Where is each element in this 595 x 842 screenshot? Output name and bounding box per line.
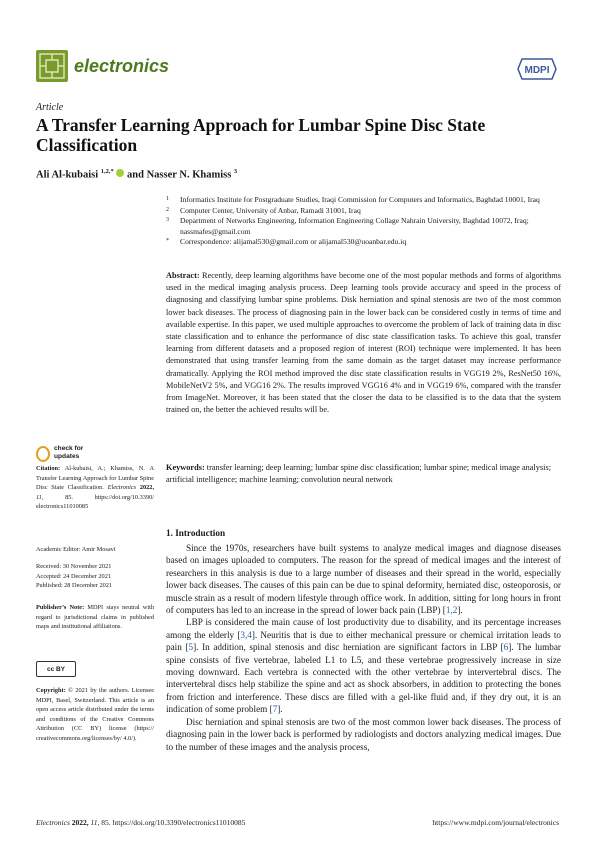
intro-text: Since the 1970s, researchers have built systems to analyze medical images and diagnose diseases based on images uploaded to computers. The reason for the spread of medical images and the interest of researchers in this analysis is due to a large number of diseases and their spread in the world, especially lower back diseases. The causes of this pain can be due to spinal deformity, herniated disc, osteoporosis, or muscle strain as a result of modern lifestyle through office work. In addition, sitting for long hours in front of computers has led to an increase in the spread of lower back pain (LBP) [ xyxy=(166,543,561,616)
received-date: Received: 30 November 2021 xyxy=(36,563,112,570)
intro-paragraph xyxy=(166,616,561,715)
affiliation-item xyxy=(166,216,566,237)
check-line-1: check for xyxy=(54,445,84,452)
reference-link[interactable]: 7 xyxy=(272,704,278,715)
citation-doi[interactable]: 85. https://doi.org/10.3390/ electronics11010085 xyxy=(36,493,154,511)
footer-volume: 11, xyxy=(90,818,100,827)
affiliation-text: Department of Networks Engineering, Information Engineering Collage Nahrain University, Baghdad 10072, Iraq; nassmafes@gmail.com xyxy=(180,216,529,236)
citation-volume: 11, xyxy=(36,493,44,501)
author-affil-sup: 3 xyxy=(233,168,238,175)
intro-text: LBP is considered the main cause of lost productivity due to disability, and its percentage increases among the elderly [ xyxy=(166,617,561,640)
article-type: Article xyxy=(36,102,64,113)
author-separator: and xyxy=(127,169,144,181)
publisher-note xyxy=(36,603,154,632)
affiliation-number: * xyxy=(166,238,169,244)
author-list xyxy=(36,168,237,181)
check-for-updates-icon[interactable] xyxy=(36,446,50,462)
author-name[interactable]: Ali Al-kubaisi xyxy=(36,169,99,181)
reference-link[interactable]: 6 xyxy=(503,642,509,653)
abstract-text: Recently, deep learning algorithms have become one of the most popular methods and forms of algorithms used in the medical imaging analysis process. Deep learning tools provide accuracy and speed in the process of diagnosing and classifying lumbar spine problems. Disk herniation and spinal stenosis are two of the most common lower back diseases. The process of diagnosing pain in the lower back can be considered costly in terms of time and available expertise. In this paper, we used multiple approaches to overcome the problem of lack of training data in disc state classification and to enhance the performance of disc state classification tasks. To achieve this goal, transfer learning from different datasets and a proposed region of interest (ROI) technique were implemented. It has been demonstrated that using transfer learning from the same domain as the target dataset may increase performance dramatically. Applying the ROI method improved the disc state classification results in VGG19 2%, ResNet50 16%, MobileNetV2 5%, and VGG16 2%. The results improved VGG16 4% and in VGG19 6%, compared with the transfer from ImageNet. Moreover, it has been stated that the closer the data to be classified is to the data that the system trained on, the better the achieved results will be. xyxy=(166,271,561,415)
footer-journal: Electronics xyxy=(36,818,70,827)
affiliation-text: Computer Center, University of Anbar, Ramadi 31001, Iraq xyxy=(180,205,361,215)
affiliation-item xyxy=(166,237,566,248)
keywords xyxy=(166,462,561,486)
reference-link[interactable]: 1,2 xyxy=(445,605,458,616)
citation-year: 2022, xyxy=(139,484,155,492)
correspondence-text: Correspondence: alijamal530@gmail.com or alijamal530@uoanbar.edu.iq xyxy=(180,237,407,246)
affiliation-item xyxy=(166,206,566,217)
footer-doi[interactable]: 85. https://doi.org/10.3390/electronics11010085 xyxy=(101,818,246,827)
reference-link[interactable]: 5 xyxy=(188,642,194,653)
copyright-block xyxy=(36,686,154,744)
published-date: Published: 28 December 2021 xyxy=(36,582,113,590)
publication-dates xyxy=(36,562,154,591)
cc-by-license-icon[interactable]: cc BY xyxy=(36,661,76,677)
author-name[interactable]: Nasser N. Khamiss xyxy=(146,169,232,181)
intro-text: ]. xyxy=(457,605,463,616)
section-heading: 1. Introduction xyxy=(166,528,226,538)
footer-journal-url[interactable]: https://www.mdpi.com/journal/electronics xyxy=(432,818,559,827)
affiliation-number: 2 xyxy=(166,206,169,213)
affiliation-text: Informatics Institute for Postgraduate Studies, Iraqi Commission for Computers and Informatics, Baghdad 10001, Iraq xyxy=(180,195,540,204)
abstract xyxy=(166,270,561,416)
orcid-icon[interactable] xyxy=(116,169,124,177)
mdpi-logo xyxy=(516,57,558,81)
affiliation-item xyxy=(166,195,566,206)
intro-paragraph: Disc herniation and spinal stenosis are two of the most common lower back diseases. The process of diagnosing pain in the lower back is performed by radiologists and doctors analyzing medical images. Due to the number of these images and the analysis process, xyxy=(166,716,561,752)
copyright-text: © 2021 by the authors. Licensee MDPI, Basel, Switzerland. This article is an open access article distributed under the terms and conditions of the Creative Commons Attribution (CC BY) license (https:// creativecommons.org/licenses/by/ 4.0/). xyxy=(36,687,154,742)
author-affil-sup: 1,2,* xyxy=(100,168,114,175)
citation-text: Al-kubaisi, A.; Khamiss, N. A Transfer Learning Approach for Lumbar Spine Disc State Classification. xyxy=(36,465,154,492)
affiliation-number: 3 xyxy=(166,217,169,223)
publisher-note-label: Publisher’s Note: xyxy=(36,604,85,611)
check-line-2: updates xyxy=(54,453,80,460)
accepted-date: Accepted: 24 December 2021 xyxy=(36,572,112,580)
publisher-note-text: MDPI stays neutral with regard to jurisdictional claims in published maps and institutional affiliations. xyxy=(36,604,155,631)
affiliation-number: 1 xyxy=(166,196,169,202)
academic-editor: Academic Editor: Amir Mosavi xyxy=(36,546,116,553)
journal-logo-icon xyxy=(36,50,68,82)
check-for-updates[interactable] xyxy=(54,445,83,461)
keywords-label: Keywords: xyxy=(166,463,205,472)
footer-year: 2022, xyxy=(71,818,89,827)
intro-text: ]. The lumbar spine consists of five vertebrae, labeled L1 to L5, and these vertebrae progressively increase in size moving downward. Each vertebra is connected with the other vertebrae by intervertebral discs. The intervertebral discs help stabilize the spine and act as shock absorbers, in addition to protecting the bones from friction and interference. These discs are filled with a gel-like fluid and, if they dry out, it is an indication of some problem [ xyxy=(166,642,561,715)
intro-text: ]. Neuritis that is due to either mechanical pressure or chemical irritation leads to pain [ xyxy=(166,629,561,653)
journal-name: electronics xyxy=(74,56,170,76)
reference-link[interactable]: 3,4 xyxy=(240,629,252,640)
citation-block xyxy=(36,464,154,512)
intro-text: ]. xyxy=(277,704,283,715)
affiliations xyxy=(166,195,566,248)
intro-body xyxy=(166,542,561,753)
keywords-text: transfer learning; deep learning; lumbar spine disc classification; lumbar spine; medical image analysis; artificial intelligence; machine learning; convolution neural network xyxy=(166,463,552,485)
copyright-label: Copyright: xyxy=(36,687,66,694)
citation-label: Citation: xyxy=(36,465,61,472)
mdpi-logo-text: MDPI xyxy=(524,65,550,76)
footer-citation xyxy=(36,818,245,827)
intro-text: ]. In addition, spinal stenosis and disc herniation are significant factors in LBP [ xyxy=(193,642,504,653)
article-title: A Transfer Learning Approach for Lumbar Spine Disc State Classification xyxy=(36,115,486,155)
abstract-label: Abstract: xyxy=(166,271,200,280)
intro-paragraph xyxy=(166,542,561,616)
citation-journal: Electronics xyxy=(107,484,137,492)
